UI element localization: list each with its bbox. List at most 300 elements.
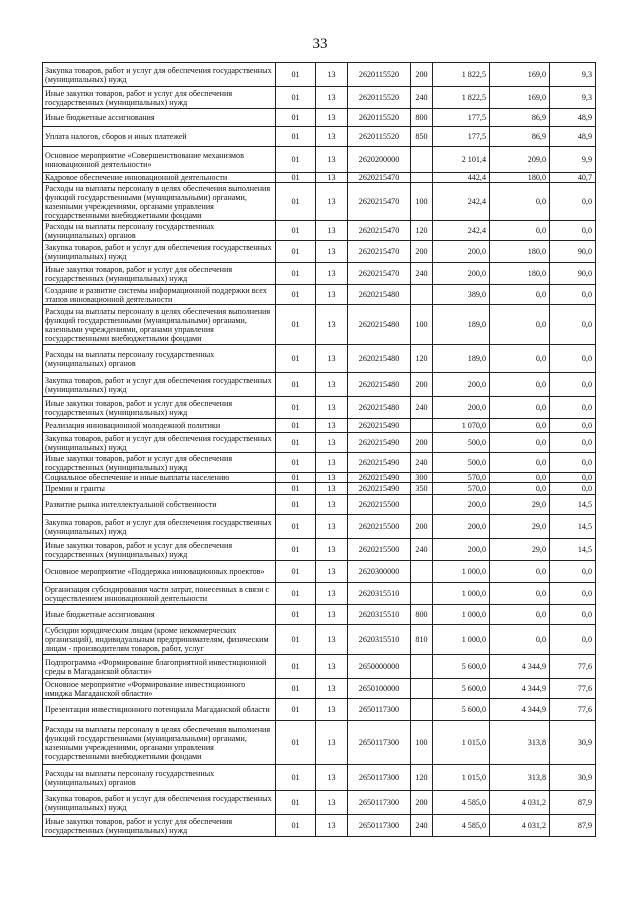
- executed-amount: 4 344,9: [490, 699, 550, 721]
- expense-type-code: 240: [411, 815, 433, 837]
- target-article-code: 2620215470: [348, 241, 411, 263]
- section-code: 01: [276, 173, 316, 183]
- execution-percent: 77,6: [550, 655, 596, 679]
- section-code: 01: [276, 539, 316, 561]
- subsection-code: 13: [316, 561, 348, 583]
- row-name: Социальное обеспечение и иные выплаты населению: [43, 473, 276, 483]
- row-name: Расходы на выплаты персоналу государственных (муниципальных) органов: [43, 345, 276, 373]
- planned-amount: 570,0: [433, 483, 490, 495]
- table-row: [43, 87, 596, 109]
- target-article-code: 2650117300: [348, 699, 411, 721]
- expense-type-code: 100: [411, 305, 433, 345]
- subsection-code: 13: [316, 791, 348, 815]
- planned-amount: 1 015,0: [433, 765, 490, 791]
- execution-percent: 77,6: [550, 679, 596, 699]
- planned-amount: 500,0: [433, 433, 490, 453]
- table-row: [43, 483, 596, 495]
- subsection-code: 13: [316, 63, 348, 87]
- executed-amount: 313,8: [490, 765, 550, 791]
- row-name: Премии и гранты: [43, 483, 276, 495]
- expense-type-code: [411, 173, 433, 183]
- executed-amount: 313,8: [490, 721, 550, 765]
- planned-amount: 1 000,0: [433, 561, 490, 583]
- table-row: [43, 221, 596, 241]
- row-name: Иные закупки товаров, работ и услуг для обеспечения государственных (муниципальных) нужд: [43, 263, 276, 285]
- subsection-code: 13: [316, 183, 348, 221]
- target-article-code: 2620215490: [348, 419, 411, 433]
- executed-amount: 4 031,2: [490, 815, 550, 837]
- planned-amount: 1 822,5: [433, 63, 490, 87]
- table-row: [43, 63, 596, 87]
- table-row: [43, 263, 596, 285]
- table-row: [43, 109, 596, 127]
- row-name: Иные закупки товаров, работ и услуг для обеспечения государственных (муниципальных) нужд: [43, 453, 276, 473]
- execution-percent: 90,0: [550, 263, 596, 285]
- execution-percent: 87,9: [550, 791, 596, 815]
- expense-type-code: [411, 419, 433, 433]
- target-article-code: 2620215500: [348, 539, 411, 561]
- executed-amount: 0,0: [490, 433, 550, 453]
- subsection-code: 13: [316, 109, 348, 127]
- table-row: [43, 791, 596, 815]
- table-row: [43, 285, 596, 305]
- table-row: [43, 127, 596, 147]
- expense-type-code: 240: [411, 263, 433, 285]
- target-article-code: 2620315510: [348, 625, 411, 655]
- execution-percent: 0,0: [550, 419, 596, 433]
- executed-amount: 0,0: [490, 183, 550, 221]
- row-name: Закупка товаров, работ и услуг для обеспечения государственных (муниципальных) нужд: [43, 791, 276, 815]
- planned-amount: 200,0: [433, 373, 490, 397]
- subsection-code: 13: [316, 815, 348, 837]
- subsection-code: 13: [316, 721, 348, 765]
- table-row: [43, 373, 596, 397]
- section-code: 01: [276, 87, 316, 109]
- executed-amount: 169,0: [490, 63, 550, 87]
- row-name: Закупка товаров, работ и услуг для обеспечения государственных (муниципальных) нужд: [43, 241, 276, 263]
- section-code: 01: [276, 127, 316, 147]
- row-name: Основное мероприятие «Поддержка инновационных проектов»: [43, 561, 276, 583]
- table-row: [43, 495, 596, 515]
- expense-type-code: 240: [411, 87, 433, 109]
- executed-amount: 4 031,2: [490, 791, 550, 815]
- section-code: 01: [276, 263, 316, 285]
- expense-type-code: 120: [411, 221, 433, 241]
- section-code: 01: [276, 561, 316, 583]
- execution-percent: 0,0: [550, 183, 596, 221]
- subsection-code: 13: [316, 397, 348, 419]
- target-article-code: 2620115520: [348, 63, 411, 87]
- executed-amount: 0,0: [490, 419, 550, 433]
- row-name: Субсидии юридическим лицам (кроме некоммерческих организаций), индивидуальным предпринимателям, физическим лицам - производителям товаров, работ, услуг: [43, 625, 276, 655]
- expense-type-code: [411, 679, 433, 699]
- execution-percent: 48,9: [550, 127, 596, 147]
- target-article-code: 2620215470: [348, 221, 411, 241]
- row-name: Закупка товаров, работ и услуг для обеспечения государственных (муниципальных) нужд: [43, 63, 276, 87]
- row-name: Закупка товаров, работ и услуг для обеспечения государственных (муниципальных) нужд: [43, 373, 276, 397]
- executed-amount: 180,0: [490, 241, 550, 263]
- section-code: 01: [276, 285, 316, 305]
- section-code: 01: [276, 721, 316, 765]
- executed-amount: 0,0: [490, 305, 550, 345]
- expense-type-code: 100: [411, 183, 433, 221]
- subsection-code: 13: [316, 263, 348, 285]
- expense-type-code: 240: [411, 397, 433, 419]
- target-article-code: 2620215500: [348, 515, 411, 539]
- budget-table: [42, 62, 596, 837]
- row-name: Кадровое обеспечение инновационной деятельности: [43, 173, 276, 183]
- planned-amount: 4 585,0: [433, 791, 490, 815]
- execution-percent: 0,0: [550, 221, 596, 241]
- table-row: [43, 345, 596, 373]
- executed-amount: 0,0: [490, 221, 550, 241]
- table-row: [43, 815, 596, 837]
- section-code: 01: [276, 345, 316, 373]
- subsection-code: 13: [316, 655, 348, 679]
- target-article-code: 2620215490: [348, 433, 411, 453]
- execution-percent: 0,0: [550, 345, 596, 373]
- table-row: [43, 473, 596, 483]
- execution-percent: 30,9: [550, 765, 596, 791]
- section-code: 01: [276, 241, 316, 263]
- table-row: [43, 679, 596, 699]
- table-row: [43, 539, 596, 561]
- subsection-code: 13: [316, 433, 348, 453]
- planned-amount: 1 822,5: [433, 87, 490, 109]
- execution-percent: 9,3: [550, 87, 596, 109]
- planned-amount: 570,0: [433, 473, 490, 483]
- target-article-code: 2620315510: [348, 583, 411, 605]
- target-article-code: 2650000000: [348, 655, 411, 679]
- subsection-code: 13: [316, 127, 348, 147]
- executed-amount: 180,0: [490, 263, 550, 285]
- subsection-code: 13: [316, 87, 348, 109]
- executed-amount: 86,9: [490, 109, 550, 127]
- section-code: 01: [276, 305, 316, 345]
- planned-amount: 242,4: [433, 221, 490, 241]
- section-code: 01: [276, 583, 316, 605]
- expense-type-code: [411, 583, 433, 605]
- row-name: Расходы на выплаты персоналу в целях обеспечения выполнения функций государственными (муниципальными) органами, казенными учреждениями, органами управления государственными внебюджетными фондами: [43, 721, 276, 765]
- table-row: [43, 147, 596, 173]
- section-code: 01: [276, 419, 316, 433]
- expense-type-code: 120: [411, 765, 433, 791]
- section-code: 01: [276, 625, 316, 655]
- subsection-code: 13: [316, 625, 348, 655]
- target-article-code: 2620215490: [348, 473, 411, 483]
- section-code: 01: [276, 765, 316, 791]
- section-code: 01: [276, 433, 316, 453]
- target-article-code: 2620215480: [348, 305, 411, 345]
- subsection-code: 13: [316, 483, 348, 495]
- target-article-code: 2620215470: [348, 263, 411, 285]
- execution-percent: 30,9: [550, 721, 596, 765]
- execution-percent: 48,9: [550, 109, 596, 127]
- expense-type-code: [411, 285, 433, 305]
- table-row: [43, 397, 596, 419]
- table-row: [43, 655, 596, 679]
- expense-type-code: 240: [411, 453, 433, 473]
- planned-amount: 242,4: [433, 183, 490, 221]
- expense-type-code: [411, 655, 433, 679]
- executed-amount: 0,0: [490, 285, 550, 305]
- section-code: 01: [276, 473, 316, 483]
- execution-percent: 9,3: [550, 63, 596, 87]
- subsection-code: 13: [316, 495, 348, 515]
- target-article-code: 2620215470: [348, 173, 411, 183]
- row-name: Расходы на выплаты персоналу в целях обеспечения выполнения функций государственными (муниципальными) органами, казенными учреждениями, органами управления государственными внебюджетными фондами: [43, 183, 276, 221]
- executed-amount: 29,0: [490, 495, 550, 515]
- executed-amount: 29,0: [490, 539, 550, 561]
- execution-percent: 40,7: [550, 173, 596, 183]
- execution-percent: 0,0: [550, 483, 596, 495]
- section-code: 01: [276, 63, 316, 87]
- execution-percent: 14,5: [550, 515, 596, 539]
- execution-percent: 0,0: [550, 285, 596, 305]
- table-row: [43, 305, 596, 345]
- subsection-code: 13: [316, 515, 348, 539]
- execution-percent: 87,9: [550, 815, 596, 837]
- section-code: 01: [276, 791, 316, 815]
- planned-amount: 500,0: [433, 453, 490, 473]
- expense-type-code: [411, 147, 433, 173]
- execution-percent: 0,0: [550, 305, 596, 345]
- execution-percent: 0,0: [550, 583, 596, 605]
- execution-percent: 14,5: [550, 495, 596, 515]
- planned-amount: 442,4: [433, 173, 490, 183]
- row-name: Презентация инвестиционного потенциала Магаданской области: [43, 699, 276, 721]
- target-article-code: 2620215480: [348, 397, 411, 419]
- executed-amount: 180,0: [490, 173, 550, 183]
- target-article-code: 2650117300: [348, 791, 411, 815]
- executed-amount: 0,0: [490, 473, 550, 483]
- row-name: Подпрограмма «Формирование благоприятной инвестиционной среды в Магаданской области»: [43, 655, 276, 679]
- table-row: [43, 721, 596, 765]
- expense-type-code: 200: [411, 515, 433, 539]
- target-article-code: 2620115520: [348, 127, 411, 147]
- planned-amount: 200,0: [433, 241, 490, 263]
- subsection-code: 13: [316, 605, 348, 625]
- table-row: [43, 453, 596, 473]
- executed-amount: 0,0: [490, 625, 550, 655]
- subsection-code: 13: [316, 473, 348, 483]
- section-code: 01: [276, 109, 316, 127]
- subsection-code: 13: [316, 373, 348, 397]
- expense-type-code: 300: [411, 473, 433, 483]
- target-article-code: 2620215490: [348, 483, 411, 495]
- expense-type-code: 100: [411, 721, 433, 765]
- table-row: [43, 561, 596, 583]
- target-article-code: 2620215480: [348, 345, 411, 373]
- table-row: [43, 433, 596, 453]
- planned-amount: 177,5: [433, 109, 490, 127]
- target-article-code: 2620200000: [348, 147, 411, 173]
- section-code: 01: [276, 147, 316, 173]
- subsection-code: 13: [316, 147, 348, 173]
- planned-amount: 5 600,0: [433, 699, 490, 721]
- executed-amount: 0,0: [490, 397, 550, 419]
- row-name: Иные бюджетные ассигнования: [43, 109, 276, 127]
- row-name: Закупка товаров, работ и услуг для обеспечения государственных (муниципальных) нужд: [43, 515, 276, 539]
- executed-amount: 0,0: [490, 373, 550, 397]
- target-article-code: 2620115520: [348, 109, 411, 127]
- section-code: 01: [276, 483, 316, 495]
- table-row: [43, 583, 596, 605]
- expense-type-code: 240: [411, 539, 433, 561]
- executed-amount: 0,0: [490, 561, 550, 583]
- planned-amount: 189,0: [433, 305, 490, 345]
- row-name: Иные закупки товаров, работ и услуг для обеспечения государственных (муниципальных) нужд: [43, 815, 276, 837]
- expense-type-code: 120: [411, 345, 433, 373]
- subsection-code: 13: [316, 765, 348, 791]
- subsection-code: 13: [316, 699, 348, 721]
- planned-amount: 177,5: [433, 127, 490, 147]
- planned-amount: 1 000,0: [433, 625, 490, 655]
- planned-amount: 200,0: [433, 539, 490, 561]
- planned-amount: 4 585,0: [433, 815, 490, 837]
- expense-type-code: 810: [411, 625, 433, 655]
- subsection-code: 13: [316, 453, 348, 473]
- target-article-code: 2620300000: [348, 561, 411, 583]
- row-name: Расходы на выплаты персоналу в целях обеспечения выполнения функций государственными (муниципальными) органами, казенными учреждениями, органами управления государственными внебюджетными фондами: [43, 305, 276, 345]
- target-article-code: 2650100000: [348, 679, 411, 699]
- target-article-code: 2650117300: [348, 815, 411, 837]
- planned-amount: 389,0: [433, 285, 490, 305]
- section-code: 01: [276, 655, 316, 679]
- target-article-code: 2620215480: [348, 285, 411, 305]
- expense-type-code: 200: [411, 791, 433, 815]
- section-code: 01: [276, 183, 316, 221]
- table-row: [43, 765, 596, 791]
- section-code: 01: [276, 605, 316, 625]
- planned-amount: 5 600,0: [433, 655, 490, 679]
- subsection-code: 13: [316, 241, 348, 263]
- planned-amount: 1 000,0: [433, 605, 490, 625]
- row-name: Реализация инновационной молодежной политики: [43, 419, 276, 433]
- subsection-code: 13: [316, 419, 348, 433]
- section-code: 01: [276, 679, 316, 699]
- table-row: [43, 625, 596, 655]
- expense-type-code: 200: [411, 373, 433, 397]
- row-name: Основное мероприятие «Совершенствование механизмов инновационной деятельности»: [43, 147, 276, 173]
- expense-type-code: [411, 495, 433, 515]
- table-row: [43, 699, 596, 721]
- subsection-code: 13: [316, 679, 348, 699]
- row-name: Иные закупки товаров, работ и услуг для обеспечения государственных (муниципальных) нужд: [43, 397, 276, 419]
- planned-amount: 1 015,0: [433, 721, 490, 765]
- table-row: [43, 241, 596, 263]
- row-name: Иные закупки товаров, работ и услуг для обеспечения государственных (муниципальных) нужд: [43, 539, 276, 561]
- execution-percent: 77,6: [550, 699, 596, 721]
- row-name: Развитие рынка интеллектуальной собственности: [43, 495, 276, 515]
- table-row: [43, 605, 596, 625]
- execution-percent: 0,0: [550, 373, 596, 397]
- row-name: Иные закупки товаров, работ и услуг для обеспечения государственных (муниципальных) нужд: [43, 87, 276, 109]
- expense-type-code: 350: [411, 483, 433, 495]
- planned-amount: 5 600,0: [433, 679, 490, 699]
- table-row: [43, 515, 596, 539]
- execution-percent: 0,0: [550, 453, 596, 473]
- section-code: 01: [276, 515, 316, 539]
- executed-amount: 209,0: [490, 147, 550, 173]
- expense-type-code: [411, 561, 433, 583]
- planned-amount: 200,0: [433, 495, 490, 515]
- section-code: 01: [276, 221, 316, 241]
- expense-type-code: 200: [411, 433, 433, 453]
- row-name: Иные бюджетные ассигнования: [43, 605, 276, 625]
- table-row: [43, 419, 596, 433]
- subsection-code: 13: [316, 221, 348, 241]
- target-article-code: 2650117300: [348, 765, 411, 791]
- target-article-code: 2620115520: [348, 87, 411, 109]
- executed-amount: 86,9: [490, 127, 550, 147]
- executed-amount: 0,0: [490, 605, 550, 625]
- executed-amount: 4 344,9: [490, 679, 550, 699]
- execution-percent: 14,5: [550, 539, 596, 561]
- executed-amount: 0,0: [490, 453, 550, 473]
- planned-amount: 2 101,4: [433, 147, 490, 173]
- execution-percent: 0,0: [550, 473, 596, 483]
- execution-percent: 0,0: [550, 561, 596, 583]
- table-body: [43, 63, 596, 837]
- subsection-code: 13: [316, 305, 348, 345]
- section-code: 01: [276, 699, 316, 721]
- planned-amount: 1 000,0: [433, 583, 490, 605]
- planned-amount: 1 070,0: [433, 419, 490, 433]
- section-code: 01: [276, 815, 316, 837]
- executed-amount: 0,0: [490, 483, 550, 495]
- execution-percent: 0,0: [550, 433, 596, 453]
- executed-amount: 29,0: [490, 515, 550, 539]
- subsection-code: 13: [316, 345, 348, 373]
- planned-amount: 200,0: [433, 263, 490, 285]
- executed-amount: 0,0: [490, 583, 550, 605]
- page-number: 33: [312, 36, 328, 52]
- row-name: Создание и развитие системы информационной поддержки всех этапов инновационной деятельности: [43, 285, 276, 305]
- expense-type-code: 200: [411, 63, 433, 87]
- subsection-code: 13: [316, 583, 348, 605]
- subsection-code: 13: [316, 285, 348, 305]
- target-article-code: 2650117300: [348, 721, 411, 765]
- section-code: 01: [276, 453, 316, 473]
- executed-amount: 0,0: [490, 345, 550, 373]
- planned-amount: 200,0: [433, 397, 490, 419]
- execution-percent: 0,0: [550, 625, 596, 655]
- section-code: 01: [276, 397, 316, 419]
- row-name: Основное мероприятие «Формирование инвестиционного имиджа Магаданской области»: [43, 679, 276, 699]
- row-name: Уплата налогов, сборов и иных платежей: [43, 127, 276, 147]
- subsection-code: 13: [316, 539, 348, 561]
- row-name: Организация субсидирования части затрат, понесенных в связи с осуществлением инновационной деятельности: [43, 583, 276, 605]
- target-article-code: 2620215470: [348, 183, 411, 221]
- execution-percent: 0,0: [550, 397, 596, 419]
- execution-percent: 0,0: [550, 605, 596, 625]
- row-name: Расходы на выплаты персоналу государственных (муниципальных) органов: [43, 221, 276, 241]
- executed-amount: 4 344,9: [490, 655, 550, 679]
- expense-type-code: 200: [411, 241, 433, 263]
- expense-type-code: 800: [411, 605, 433, 625]
- table-row: [43, 173, 596, 183]
- executed-amount: 169,0: [490, 87, 550, 109]
- expense-type-code: 850: [411, 127, 433, 147]
- row-name: Расходы на выплаты персоналу государственных (муниципальных) органов: [43, 765, 276, 791]
- section-code: 01: [276, 373, 316, 397]
- target-article-code: 2620315510: [348, 605, 411, 625]
- section-code: 01: [276, 495, 316, 515]
- execution-percent: 9,9: [550, 147, 596, 173]
- table-row: [43, 183, 596, 221]
- target-article-code: 2620215500: [348, 495, 411, 515]
